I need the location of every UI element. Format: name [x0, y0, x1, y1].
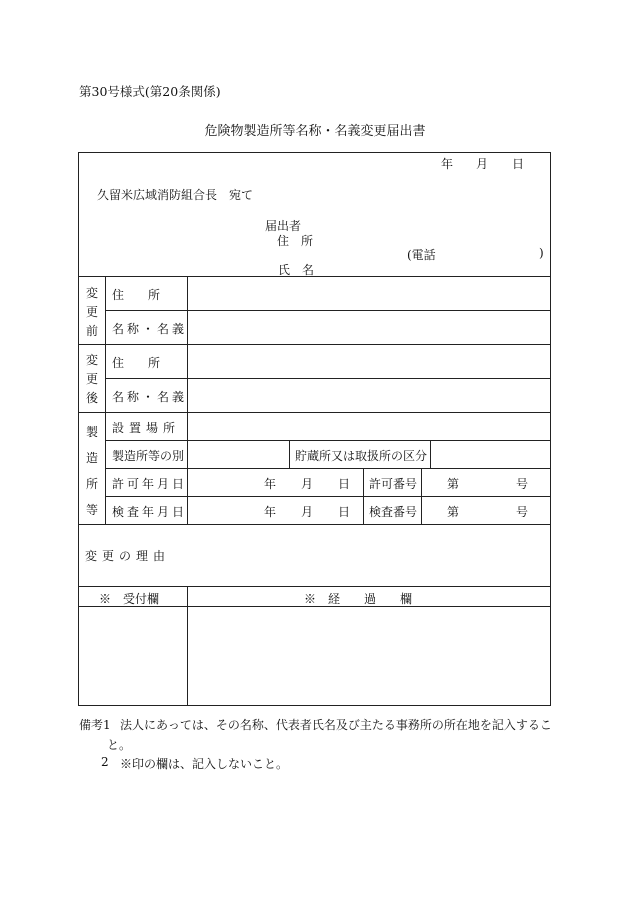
facility-group-label: 製 造 所 等 — [85, 425, 98, 517]
inspection-day: 日 — [338, 505, 351, 519]
storage-category-label: 貯蔵所又は取扱所の区分 — [295, 449, 428, 463]
inspection-date-label: 検査年月日 — [112, 505, 188, 519]
form-title: 危険物製造所等名称・名義変更届出書 — [204, 124, 426, 139]
location-label: 設置場所 — [112, 421, 181, 435]
permit-number-label: 許可番号 — [369, 477, 418, 491]
notifier-label: 届出者 — [265, 219, 302, 233]
inspection-no-prefix: 第 — [447, 505, 460, 519]
note-2: ※印の欄は、記入しないこと。 — [120, 757, 289, 771]
permit-day: 日 — [338, 477, 351, 491]
notifier-name-label: 氏 名 — [278, 263, 315, 277]
permit-date-label: 許可年月日 — [112, 477, 188, 491]
addressee: 久留米広域消防組合長 宛て — [97, 188, 254, 202]
facility-type-label: 製造所等の別 — [112, 449, 185, 463]
inspection-year: 年 — [264, 505, 277, 519]
notifier-address-label: 住 所 — [277, 234, 314, 248]
notifier-phone-open: (電話 — [407, 248, 436, 262]
progress-column-label: ※ 経 過 欄 — [304, 592, 413, 606]
permit-no-prefix: 第 — [447, 477, 460, 491]
before-name-label: 名称・名義 — [112, 322, 188, 336]
change-reason-label: 変更の理由 — [85, 549, 171, 563]
note-1-line-1: 法人にあっては、その名称、代表者氏名及び主たる事務所の所在地を記入するこ — [120, 718, 552, 732]
notification-form — [78, 152, 551, 706]
note-2-number: 2 — [101, 755, 109, 769]
date-month-label: 月 — [476, 157, 489, 171]
reception-column-label: ※ 受付欄 — [99, 592, 160, 606]
notifier-phone-close: ) — [539, 246, 544, 260]
inspection-number-label: 検査番号 — [369, 505, 418, 519]
date-day-label: 日 — [512, 157, 525, 171]
inspection-month: 月 — [301, 505, 314, 519]
notes-label: 備考1 — [79, 718, 111, 732]
before-change-group-label: 変 更 前 — [85, 286, 98, 338]
after-name-label: 名称・名義 — [112, 390, 188, 404]
before-address-label: 住 所 — [112, 288, 161, 302]
after-address-label: 住 所 — [112, 356, 161, 370]
form-number: 第30号様式(第20条関係) — [79, 84, 221, 99]
after-change-group-label: 変 更 後 — [85, 353, 98, 405]
permit-month: 月 — [301, 477, 314, 491]
inspection-no-suffix: 号 — [516, 505, 529, 519]
permit-year: 年 — [264, 477, 277, 491]
note-1-line-2: と。 — [107, 738, 132, 752]
date-year-label: 年 — [441, 157, 454, 171]
permit-no-suffix: 号 — [516, 477, 529, 491]
